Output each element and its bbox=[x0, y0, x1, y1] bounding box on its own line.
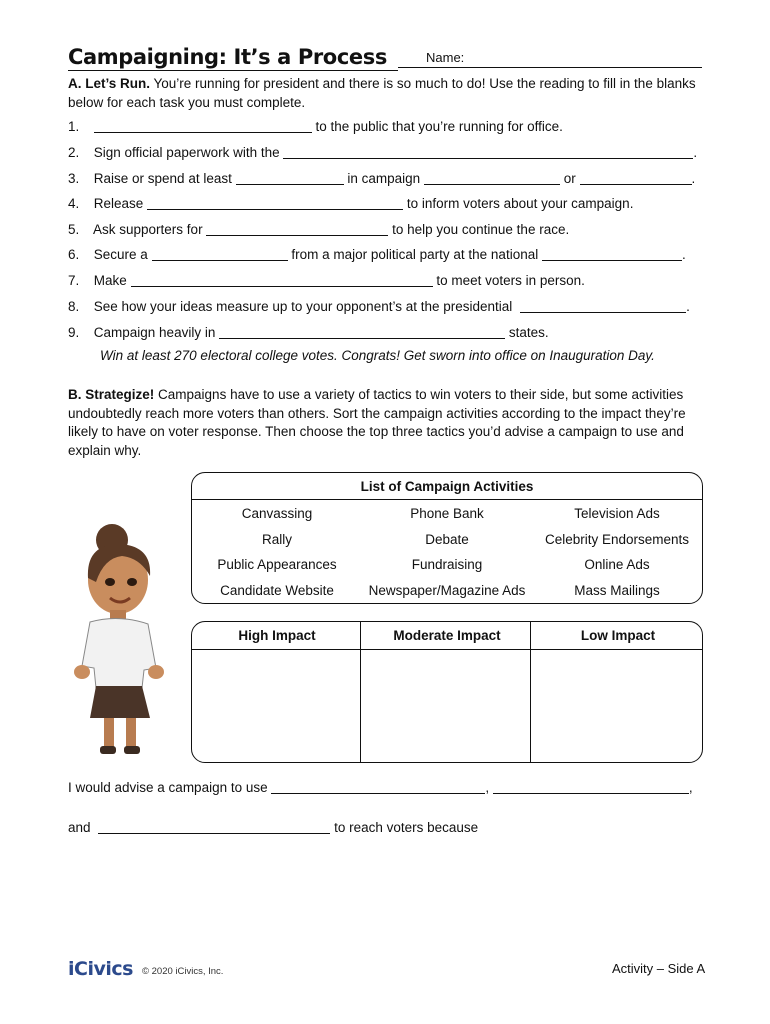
blank-field[interactable] bbox=[131, 274, 433, 287]
item-text: . bbox=[681, 247, 686, 262]
advise-line-2 bbox=[68, 818, 708, 837]
page-label: Activity – Side A bbox=[612, 961, 706, 976]
list-item bbox=[68, 143, 708, 162]
section-a-heading: A. Let’s Run. bbox=[68, 76, 151, 91]
blank-field[interactable] bbox=[580, 172, 692, 185]
list-item bbox=[68, 117, 708, 136]
activities-grid bbox=[192, 501, 702, 603]
advise-line-1 bbox=[68, 778, 708, 797]
blank-field[interactable] bbox=[206, 223, 388, 236]
activity-item: Fundraising bbox=[411, 557, 483, 572]
activity-item: Candidate Website bbox=[220, 582, 334, 598]
blank-field[interactable] bbox=[493, 781, 689, 794]
item-text: to meet voters in person. bbox=[436, 273, 585, 288]
item-text: states. bbox=[508, 325, 549, 340]
section-b-text: Campaigns have to use a variety of tactics to win voters to their side, but some activities undoubtedly reach more voters than others. Sort the campaign activities according to the impact they’re likely to have on voter response. Then choose the top three tactics you’d advise a campaign to use and explain why. bbox=[68, 387, 686, 458]
item-text: or bbox=[563, 171, 576, 186]
list-item bbox=[68, 245, 708, 264]
blank-field[interactable] bbox=[283, 146, 693, 159]
section-b-intro bbox=[68, 386, 708, 460]
blank-field[interactable] bbox=[152, 248, 288, 261]
item-text: . bbox=[686, 299, 690, 314]
low-impact-header: Low Impact bbox=[532, 622, 703, 650]
item-number: 2. bbox=[68, 145, 80, 160]
item-number: 4. bbox=[68, 196, 80, 211]
item-text: Make bbox=[93, 273, 127, 288]
list-item bbox=[68, 169, 708, 188]
blank-field[interactable] bbox=[98, 821, 330, 834]
low-impact-cell[interactable] bbox=[532, 651, 702, 763]
item-number: 9. bbox=[68, 325, 80, 340]
icivics-logo: iCivics bbox=[68, 958, 133, 980]
advise-text: to reach voters because bbox=[334, 820, 479, 835]
blank-field[interactable] bbox=[236, 172, 344, 185]
item-number: 6. bbox=[68, 247, 80, 262]
moderate-impact-cell[interactable] bbox=[362, 651, 530, 763]
blank-field[interactable] bbox=[219, 326, 505, 339]
advise-and: and bbox=[68, 820, 91, 835]
item-text: Campaign heavily in bbox=[93, 325, 216, 340]
blank-field[interactable] bbox=[542, 248, 682, 261]
high-impact-header: High Impact bbox=[192, 622, 362, 650]
name-label: Name: bbox=[426, 50, 465, 65]
page-title: Campaigning: It’s a Process bbox=[68, 44, 398, 71]
item-text: Sign official paperwork with the bbox=[93, 145, 280, 160]
item-text: . bbox=[691, 171, 696, 186]
activity-item: Newspaper/Magazine Ads bbox=[368, 582, 526, 598]
section-a-text: You’re running for president and there is so much to do! Use the reading to fill in the blanks below for each task you must complete. bbox=[68, 76, 696, 110]
blank-field[interactable] bbox=[424, 172, 560, 185]
list-item bbox=[68, 297, 708, 316]
column-divider bbox=[530, 622, 531, 762]
item-text: to inform voters about your campaign. bbox=[406, 196, 634, 211]
blank-field[interactable] bbox=[94, 120, 312, 133]
item-text: Ask supporters for bbox=[93, 222, 203, 237]
item-number: 1. bbox=[68, 119, 80, 134]
item-text: Release bbox=[93, 196, 144, 211]
activity-item: Phone Bank bbox=[410, 506, 484, 521]
activity-item: Debate bbox=[425, 531, 469, 547]
activity-item: Online Ads bbox=[584, 557, 650, 572]
item-text: . bbox=[693, 145, 698, 160]
list-item bbox=[68, 271, 708, 290]
item-number: 5. bbox=[68, 222, 80, 237]
item-text: See how your ideas measure up to your opponent’s at the presidential bbox=[93, 299, 513, 314]
item-number: 7. bbox=[68, 273, 80, 288]
item-number: 8. bbox=[68, 299, 80, 314]
activities-title: List of Campaign Activities bbox=[192, 473, 702, 500]
copyright: © 2020 iCivics, Inc. bbox=[142, 966, 224, 977]
comma: , bbox=[485, 780, 490, 795]
activity-item: Celebrity Endorsements bbox=[544, 531, 690, 547]
activity-item: Rally bbox=[261, 531, 292, 547]
closing-note: Win at least 270 electoral college votes. Congrats! Get sworn into office on Inauguration Day. bbox=[100, 348, 655, 363]
activity-item: Television Ads bbox=[574, 506, 660, 521]
item-text: Secure a bbox=[93, 247, 148, 262]
name-field[interactable] bbox=[398, 49, 702, 68]
item-text: to help you continue the race. bbox=[392, 222, 570, 237]
item-text: to the public that you’re running for office. bbox=[315, 119, 563, 134]
column-divider bbox=[360, 622, 361, 762]
item-text: from a major political party at the national bbox=[291, 247, 539, 262]
item-text: in campaign bbox=[347, 171, 421, 186]
moderate-impact-header: Moderate Impact bbox=[362, 622, 532, 650]
activity-item: Canvassing bbox=[241, 506, 313, 521]
activities-box bbox=[191, 472, 703, 604]
activity-item: Public Appearances bbox=[217, 557, 337, 572]
advise-text: I would advise a campaign to use bbox=[68, 780, 268, 795]
list-item bbox=[68, 220, 708, 239]
list-item bbox=[68, 323, 708, 342]
high-impact-cell[interactable] bbox=[192, 651, 360, 763]
section-a-intro bbox=[68, 75, 708, 112]
item-number: 3. bbox=[68, 171, 80, 186]
item-text: Raise or spend at least bbox=[93, 171, 232, 186]
activity-item: Mass Mailings bbox=[574, 582, 660, 598]
blank-field[interactable] bbox=[520, 300, 686, 313]
blank-field[interactable] bbox=[147, 197, 403, 210]
comma: , bbox=[688, 780, 693, 795]
list-item bbox=[68, 194, 708, 213]
section-b-heading: B. Strategize! bbox=[68, 387, 155, 402]
blank-field[interactable] bbox=[271, 781, 485, 794]
student-character-illustration bbox=[60, 518, 190, 758]
impact-sorting-table bbox=[191, 621, 703, 763]
